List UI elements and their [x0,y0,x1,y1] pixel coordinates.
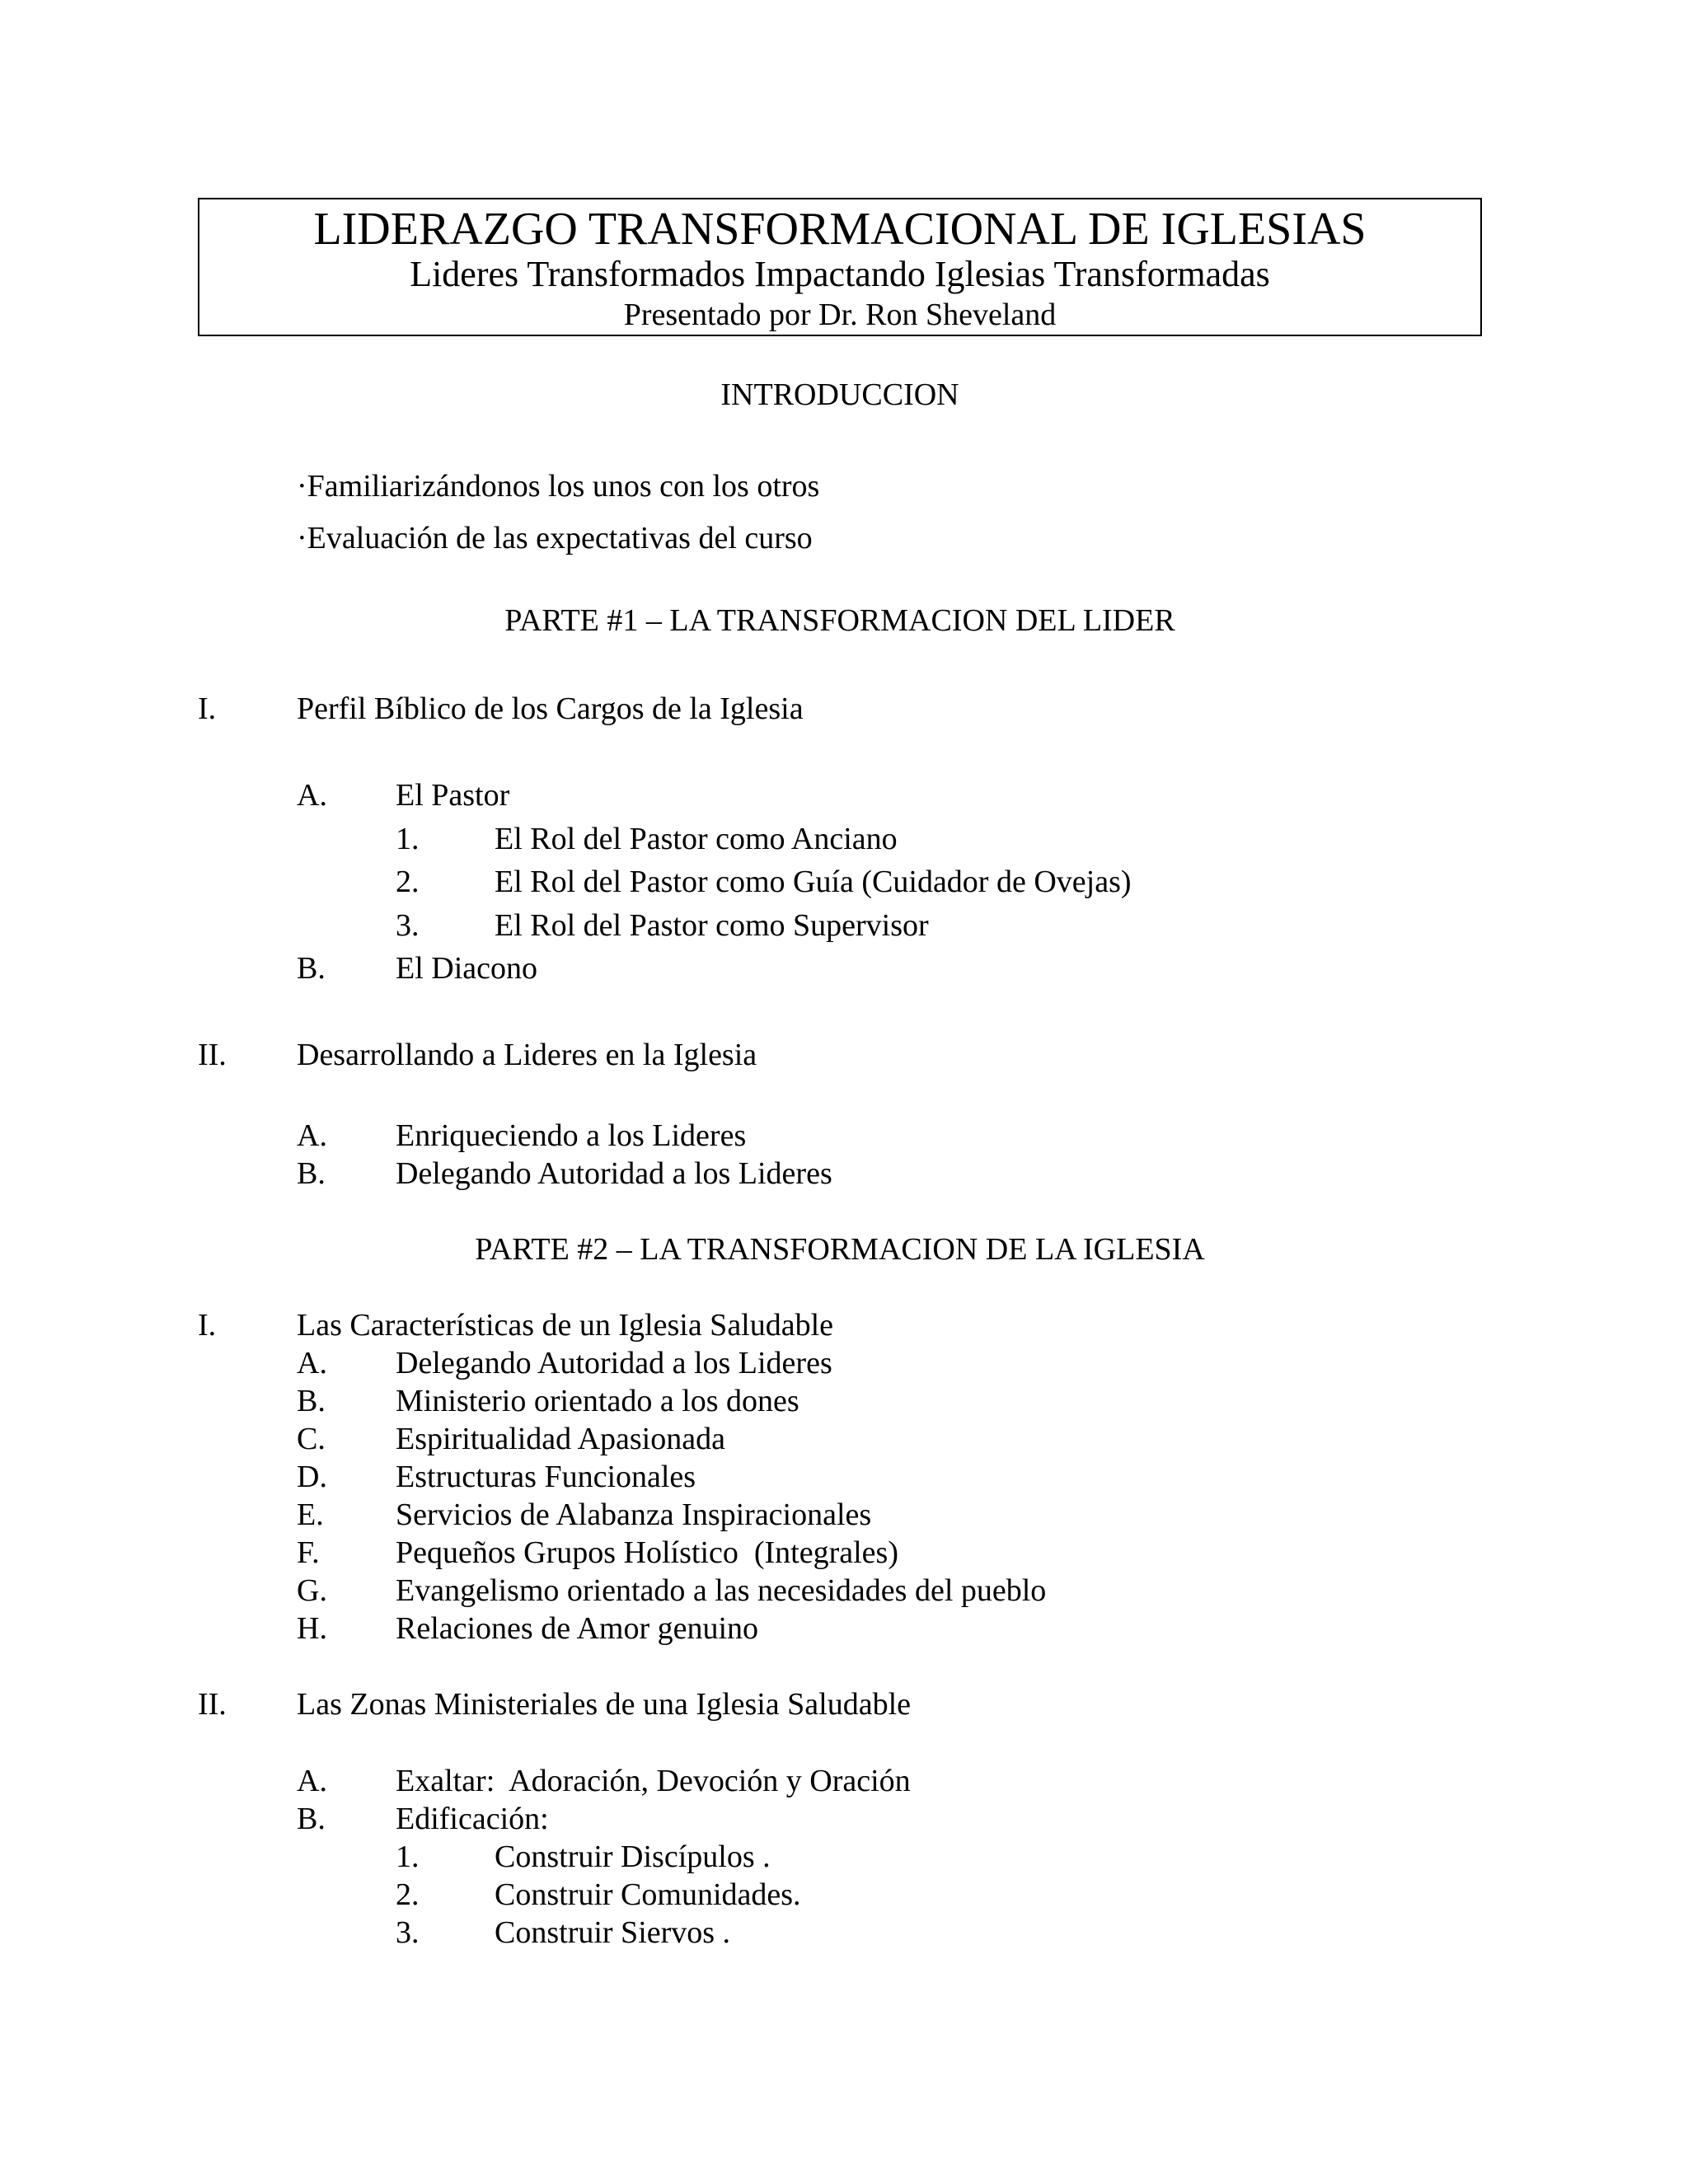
section-title: Las Zonas Ministeriales de una Iglesia Saludable [297,1687,912,1722]
list-subitem: Construir Siervos . [495,1915,731,1950]
list-item: Pequeños Grupos Holístico (Integrales) [396,1535,898,1570]
item-marker: C. [297,1422,326,1456]
list-subitem: El Rol del Pastor como Supervisor [495,908,929,943]
list-item: Evangelismo orientado a las necesidades del pueblo [396,1573,1047,1608]
subitem-marker: 1. [396,1840,420,1874]
section-marker: II. [198,1687,227,1722]
list-item: Espiritualidad Apasionada [396,1422,725,1456]
item-marker: D. [297,1460,327,1494]
item-marker: B. [297,1384,326,1418]
item-marker: B. [297,1802,326,1836]
intro-bullet: ·Evaluación de las expectativas del curso [297,521,813,555]
section-marker: I. [198,1308,217,1343]
list-item: Delegando Autoridad a los Lideres [396,1346,832,1380]
title-box [198,198,1482,336]
section-marker: I. [198,691,217,726]
list-item: Edificación: [396,1802,549,1836]
item-marker: B. [297,1156,326,1191]
list-item: Ministerio orientado a los dones [396,1384,799,1418]
item-marker: E. [297,1497,324,1532]
section-title: Perfil Bíblico de los Cargos de la Iglesia [297,691,804,726]
list-item: Enriqueciendo a los Lideres [396,1118,747,1153]
subitem-marker: 1. [396,822,420,856]
part1-heading: PARTE #1 – LA TRANSFORMACION DEL LIDER [504,603,1175,638]
list-item: El Pastor [396,778,510,813]
section-title: Desarrollando a Lideres en la Iglesia [297,1038,757,1072]
list-item: El Diacono [396,951,538,986]
section-marker: II. [198,1038,227,1072]
list-subitem: Construir Discípulos . [495,1840,771,1874]
section-title: Las Características de un Iglesia Saludable [297,1308,834,1343]
item-marker: A. [297,778,327,813]
list-item: Servicios de Alabanza Inspiracionales [396,1497,872,1532]
item-marker: A. [297,1346,327,1380]
item-marker: B. [297,951,326,986]
subitem-marker: 3. [396,1915,420,1950]
document-subtitle: Lideres Transformados Impactando Iglesias Transformadas [410,254,1270,294]
subitem-marker: 2. [396,865,420,899]
item-marker: F. [297,1535,320,1570]
part2-heading: PARTE #2 – LA TRANSFORMACION DE LA IGLESIA [475,1232,1205,1267]
list-subitem: Construir Comunidades. [495,1877,801,1912]
intro-bullet: ·Familiarizándonos los unos con los otros [297,469,820,504]
list-subitem: El Rol del Pastor como Anciano [495,822,898,856]
subitem-marker: 3. [396,908,420,943]
item-marker: A. [297,1118,327,1153]
item-marker: A. [297,1764,327,1798]
presenter-line: Presentado por Dr. Ron Sheveland [623,298,1057,332]
list-item: Exaltar: Adoración, Devoción y Oración [396,1764,911,1798]
list-item: Estructuras Funcionales [396,1460,696,1494]
item-marker: H. [297,1611,327,1646]
subitem-marker: 2. [396,1877,420,1912]
item-marker: G. [297,1573,327,1608]
list-subitem: El Rol del Pastor como Guía (Cuidador de Ovejas) [495,865,1132,899]
document-title: LIDERAZGO TRANSFORMACIONAL DE IGLESIAS [313,204,1367,255]
intro-heading: INTRODUCCION [720,377,959,412]
list-item: Relaciones de Amor genuino [396,1611,759,1646]
list-item: Delegando Autoridad a los Lideres [396,1156,832,1191]
